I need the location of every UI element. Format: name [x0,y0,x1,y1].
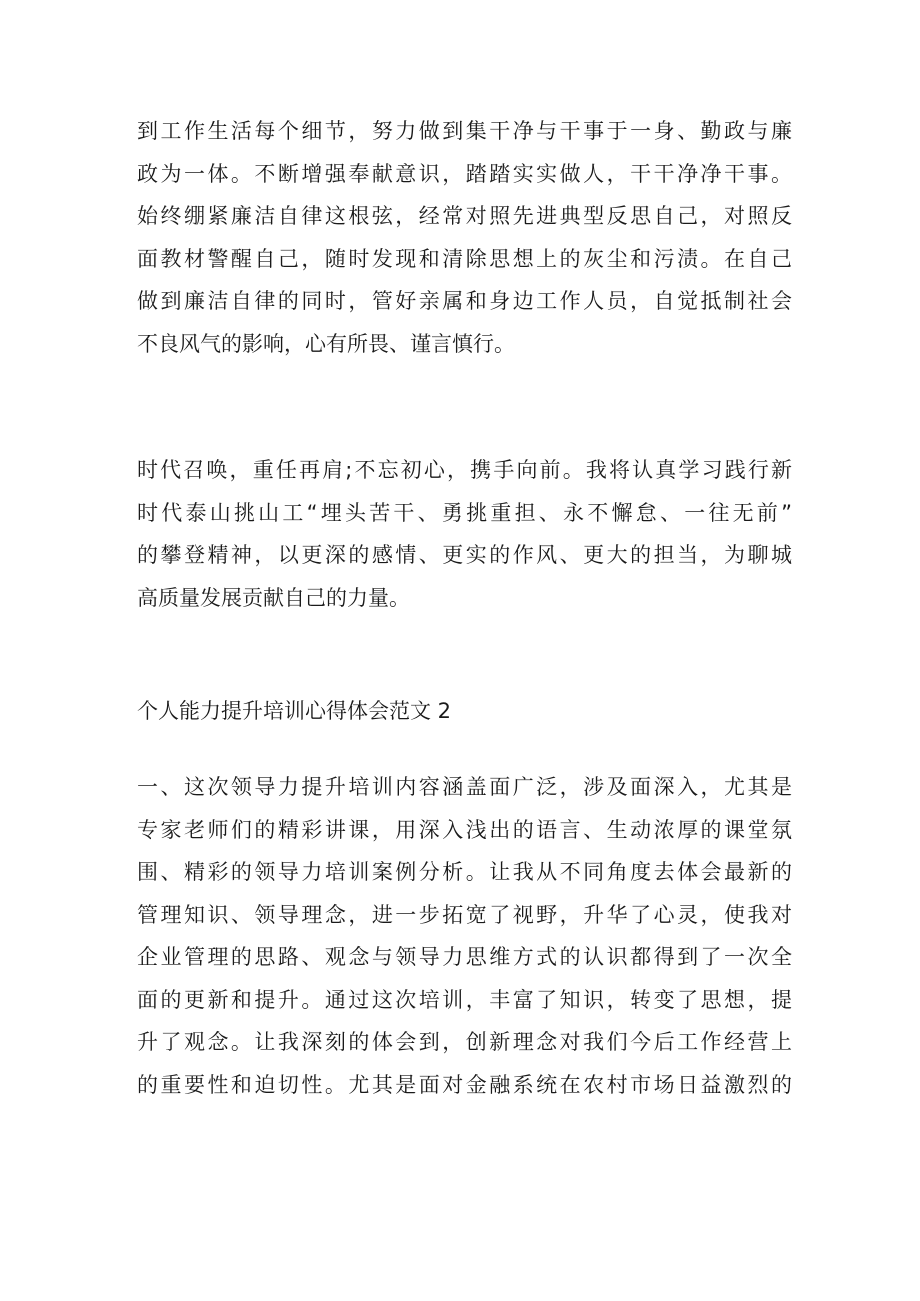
text-line: 时代召唤，重任再肩;不忘初心，携手向前。我将认真学习践行新 [137,458,792,482]
text-line: 企业管理的思路、观念与领导力思维方式的认识都得到了一次全 [137,945,792,969]
text-line: 管理知识、领导理念，进一步拓宽了视野，升华了心灵，使我对 [137,902,792,927]
paragraph-training [137,766,792,1106]
text-line: 不良风气的影响，心有所畏、谨言慎行。 [137,331,515,356]
text-line: 专家老师们的精彩讲课，用深入浅出的语言、生动浓厚的课堂氛 [137,817,792,842]
section-heading: 个人能力提升培训心得体会范文 2 [137,699,452,723]
paragraph-closing [137,449,792,619]
text-line: 一、这次领导力提升培训内容涵盖面广泛，涉及面深入，尤其是 [137,775,792,799]
text-line: 的重要性和迫切性。尤其是面对金融系统在农村市场日益激烈的 [137,1072,792,1097]
text-line: 始终绷紧廉洁自律这根弦，经常对照先进典型反思自己，对照反 [137,204,792,228]
text-line: 政为一体。不断增强奉献意识，踏踏实实做人，干干净净干事。 [137,161,792,186]
text-line: 面的更新和提升。通过这次培训，丰富了知识，转变了思想，提 [137,987,792,1012]
text-line: 围、精彩的领导力培训案例分析。让我从不同角度去体会最新的 [137,860,792,884]
text-line: 的攀登精神，以更深的感情、更实的作风、更大的担当，为聊城 [137,543,792,567]
paragraph-integrity [137,110,792,365]
text-line: 到工作生活每个细节，努力做到集干净与干事于一身、勤政与廉 [137,119,792,143]
text-line: 面教材警醒自己，随时发现和清除思想上的灰尘和污渍。在自己 [137,246,792,271]
text-line: 时代泰山挑山工“埋头苦干、勇挑重担、永不懈怠、一往无前” [137,500,792,525]
text-line: 升了观念。让我深刻的体会到，创新理念对我们今后工作经营上 [137,1030,792,1054]
text-line: 做到廉洁自律的同时，管好亲属和身边工作人员，自觉抵制社会 [137,289,792,313]
text-line: 高质量发展贡献自己的力量。 [137,585,410,610]
